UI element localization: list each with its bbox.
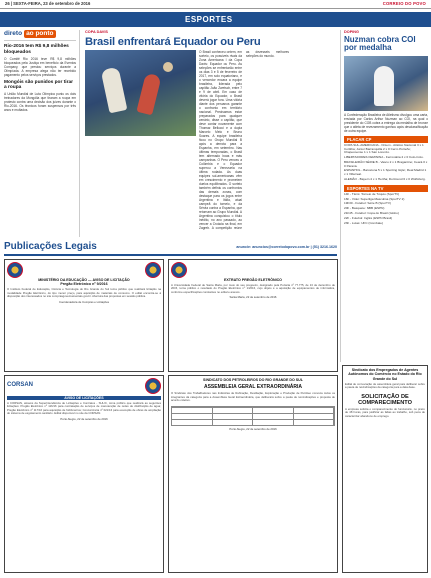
list-item: 19h30 - Futebol: Série B (SporTV) (344, 201, 391, 206)
ad-title: EXTRATO PREGÃO ELETRÔNICO (224, 278, 282, 282)
main-kicker: COPA DAVIS (85, 30, 108, 34)
list-item: 16h - Vôlei: Superliga Masculina (SporTV 2) (344, 196, 405, 201)
ad-extrato-pregao (168, 259, 338, 372)
right-headline: Nuzman cobra COI por medalha (344, 34, 416, 53)
player-figure-2 (136, 73, 161, 116)
list-item: 14h - Tênis: Torneio de Tóquio (SporTV) (344, 191, 400, 196)
left-column (4, 30, 80, 237)
placar-header: PLACAR CP (344, 136, 428, 143)
page-number-date: 26 | SEXTA-FEIRA, 23 de setembro de 2016 (5, 1, 91, 7)
ads-contact: anuncie: anuncios@correiodopovo.com.br | (51) 3216.1620 (236, 244, 337, 249)
athlete-figure (374, 66, 394, 106)
right-column (340, 30, 428, 362)
list-item: LIBERTADORES FEMININA - Ferroviária 2 x 0 Colo-Colo. (344, 155, 424, 160)
right-kicker: DOPING (344, 30, 359, 34)
list-item: ALEMÃO - Bayern 4 x 1 Hertha; Dortmund 6 x 0 Wolfsburg. (344, 176, 426, 181)
ad-body: O Sindicato dos Trabalhadores nas Indústrias de Refinação, Destilação, Exploração e Produção de Petróleo convoca todos os integrantes da categoria para a Assembleia Geral Extraordinária, que deliberará sobre a pauta de reivindicações e proposta de acordo coletivo. (171, 391, 335, 403)
table-row (172, 413, 334, 419)
list-item: COPA SUL-AMERICANA - Ontem - Atlético Nacional 3 x 1 Coritiba; Junior Barranquilla 2 x 0 Cerro Porteño; Chapecoense 1 x 1 San Lorenzo. (344, 142, 424, 155)
tv-list (344, 193, 428, 225)
list-item: 22h - Futebol: Inglês (ESPN Brasil) (344, 215, 393, 220)
solicitacao-title: SOLICITAÇÃO DE COMPARECIMENTO (358, 393, 412, 407)
ad-body: O Instituto Federal de Educação, Ciência e Tecnologia do Rio Grande do Sul torna público que realizará licitação na modalidade Pregão Eletrônico, do tipo menor preço, para aquisição de materiais de consumo. O edital encontra-se à disposição dos interessados no site comprasgovernamentais.gov.br. Abertura das propostas em sessão pública. (7, 287, 161, 299)
list-item: BRASILEIRÃO SÉRIE B - Vasco 2 x 1 Bragantino; Ceará 0 x 0 Paraná. (344, 159, 428, 168)
ad-title: SINDICATO DOS PETROLEIROS DO RIO GRANDE DO SUL (203, 378, 303, 382)
list-item: 23h - Lutas: UFC (Combate) (344, 220, 384, 225)
ad-body: Edital de convocação de assembleia geral para deliberar sobre a pauta de reivindicações da categoria para a data-base. (345, 381, 425, 390)
section-banner: ESPORTES (0, 12, 431, 27)
ad-ministerio-educacao (4, 259, 164, 372)
ad-signature: Santa Maria, 22 de setembro de 2016 (229, 295, 277, 300)
university-logo-icon (171, 262, 187, 278)
ad-right-column (342, 365, 428, 573)
tv-header: ESPORTES NA TV (344, 185, 428, 192)
page-header (0, 0, 431, 9)
newspaper-brand: CORREIO DO POVO (382, 1, 426, 7)
tag-direto: direto (4, 30, 23, 37)
publicacoes-legais-header (4, 240, 337, 256)
main-article (85, 30, 336, 237)
list-item: ESPANHOL - Barcelona 5 x 1 Sporting Gijón; Real Madrid 1 x 1 Villarreal. (344, 168, 427, 177)
list-item: 20h - Basquete: NBB (ESPN) (344, 206, 385, 211)
state-crest-icon (145, 378, 161, 394)
ad-signature: Porto Alegre, 22 de setembro de 2016 (229, 426, 277, 431)
tennis-ball-icon (163, 62, 173, 72)
ad-title: Sindicato dos Empregados de Agentes Autônomos do Comércio no Estado do Rio Grande do Sul (348, 368, 422, 381)
ad-signature: Coordenadoria de Compras e Licitações (58, 299, 110, 304)
coat-of-arms-icon (7, 262, 23, 278)
institute-logo-icon (145, 262, 161, 278)
ad-title-2: ASSEMBLEIA GERAL EXTRAORDINÁRIA (203, 384, 303, 391)
brief-headline-1: Rio-2016 tem R$ 9,8 milhões bloqueados (4, 44, 69, 55)
placar-list (344, 144, 428, 182)
right-article-text: A Confederação Brasileira de Atletismo divulgou uma carta, enviada por Carlos Arthur Nuzman ao COI, na qual o presidente do COB cobra a entrega da medalha de bronze que o atleta de revezamento ganhou após desclassificação de outra equipe. (344, 112, 428, 133)
table-row (172, 407, 334, 413)
athlete-photo (344, 56, 428, 111)
table-row (172, 419, 334, 425)
ad-body: A CORSAN, através da Superintendência de Licitações e Contratos - SULIC, torna público que realizará as seguintes licitações: Pregão Eletrônico nº 116/16 para contratação de serviços de manutenção de redes de distribuição de água; Pregão Eletrônico nº 117/16 para aquisição de hidrômetros; Concorrência nº 021/16 para execução de obras de ampliação do sistema de esgotamento sanitário. Edital disponível no site da CORSAN. (7, 400, 161, 416)
ad-table (171, 406, 335, 426)
ad-subtitle: Pregão Eletrônico nº 9/2016 (60, 282, 108, 287)
ad-sindicato-petroleiros (168, 375, 338, 573)
ad-corsan (4, 375, 164, 573)
corsan-logo: CORSAN (7, 382, 34, 389)
ad-body: A Universidade Federal de Santa Maria, por meio do seu pregoeiro, designado pela Portaria nº 77.775, de 13 de dezembro de 2015, torna público o resultado do Pregão Eletrônico nº 1/2016, cujo objeto é a aquisição de equipamentos de informática, conforme especificações constantes no edital e anexos. (171, 282, 335, 294)
main-article-text: O Brasil conheceu ontem, em sorteio, os possíveis rivais da Zona Americana I da Copa Davis: Equador ou Peru. As seleções se enfrentarão entre os dias 3 e 5 de fevereiro de 2017, em solo equatoriano, e o vencedor encara a equipe brasileira, liderada pelo capitão João Zwetsch, entre 7 e 9 de abril. Em caso de vitória do Equador, o Brasil deverá jogar fora. Uma vitória diante dos peruanos garante o confronto em território nacional. Precisamos estar preparados para qualquer cenário, disse o capitão, que deve contar novamente com Thomaz Bellucci e a dupla Marcelo Melo e Bruno Soares. A equipe brasileira ficou no Grupo Mundial B após a derrota para a Espanha, em setembro. Nas últimas temporadas, o Brasil tem alternado boas e más campanhas. O Peru venceu a Colômbia e o Equador superou a Venezuela na última rodada. As duas equipes sul-americanas vêm em crescimento e prometem duelos equilibrados. O sorteio também definiu os confrontos das demais zonas, com destaque para os jogos entre Argentina e Itália, atual campeã do torneio, e da Sérvia contra a Espanha, que retornam ao Grupo Mundial. A Argentina conquistou o título inédito, no ano passado, ao vencer a Croácia na final, em Zagreb. A competição reúne as dezesseis melhores seleções do mundo. (199, 50, 289, 230)
publicacoes-title: Publicações Legais (4, 240, 97, 252)
solicitacao-body: A empresa solicita o comparecimento do funcionário, no prazo de 48 horas, para justificar as faltas ao trabalho, sob pena de caracterizar abandono de emprego. (345, 406, 425, 418)
tennis-player-photo (85, 50, 196, 136)
ad-title: AVISO DE LICITAÇÕES (7, 396, 161, 400)
ad-signature: Porto Alegre, 22 de setembro de 2016 (60, 416, 108, 421)
ad-title: MINISTÉRIO DA EDUCAÇÃO — AVISO DE LICITAÇÃO (38, 278, 130, 282)
main-headline: Brasil enfrentará Equador ou Peru (85, 35, 261, 48)
brief-text-2: A União Mundial de Luta Olímpica puniu os dois treinadores da Mongólia que tiraram a roupa em protesto contra uma decisão dos juízes durante o Rio-2016. Os técnicos foram suspensos por três anos e multados. (4, 92, 76, 113)
list-item: 21h45 - Futebol: Copa do Brasil (Globo) (344, 210, 399, 215)
direto-ao-ponto-header (4, 30, 76, 41)
player-figure-1 (101, 67, 128, 114)
brief-headline-2: Mongóis são punidos por tirar a roupa (4, 79, 74, 91)
tag-ao-ponto: ao ponto (26, 30, 54, 37)
brief-text-1: O Comitê Rio 2016 teve R$ 9,8 milhões bloqueados pela Justiça em benefício da Eventos Company, que prestou serviços durante a Olimpíada. A empresa alega não ter recebido pagamento pelos serviços prestados. (4, 56, 76, 77)
